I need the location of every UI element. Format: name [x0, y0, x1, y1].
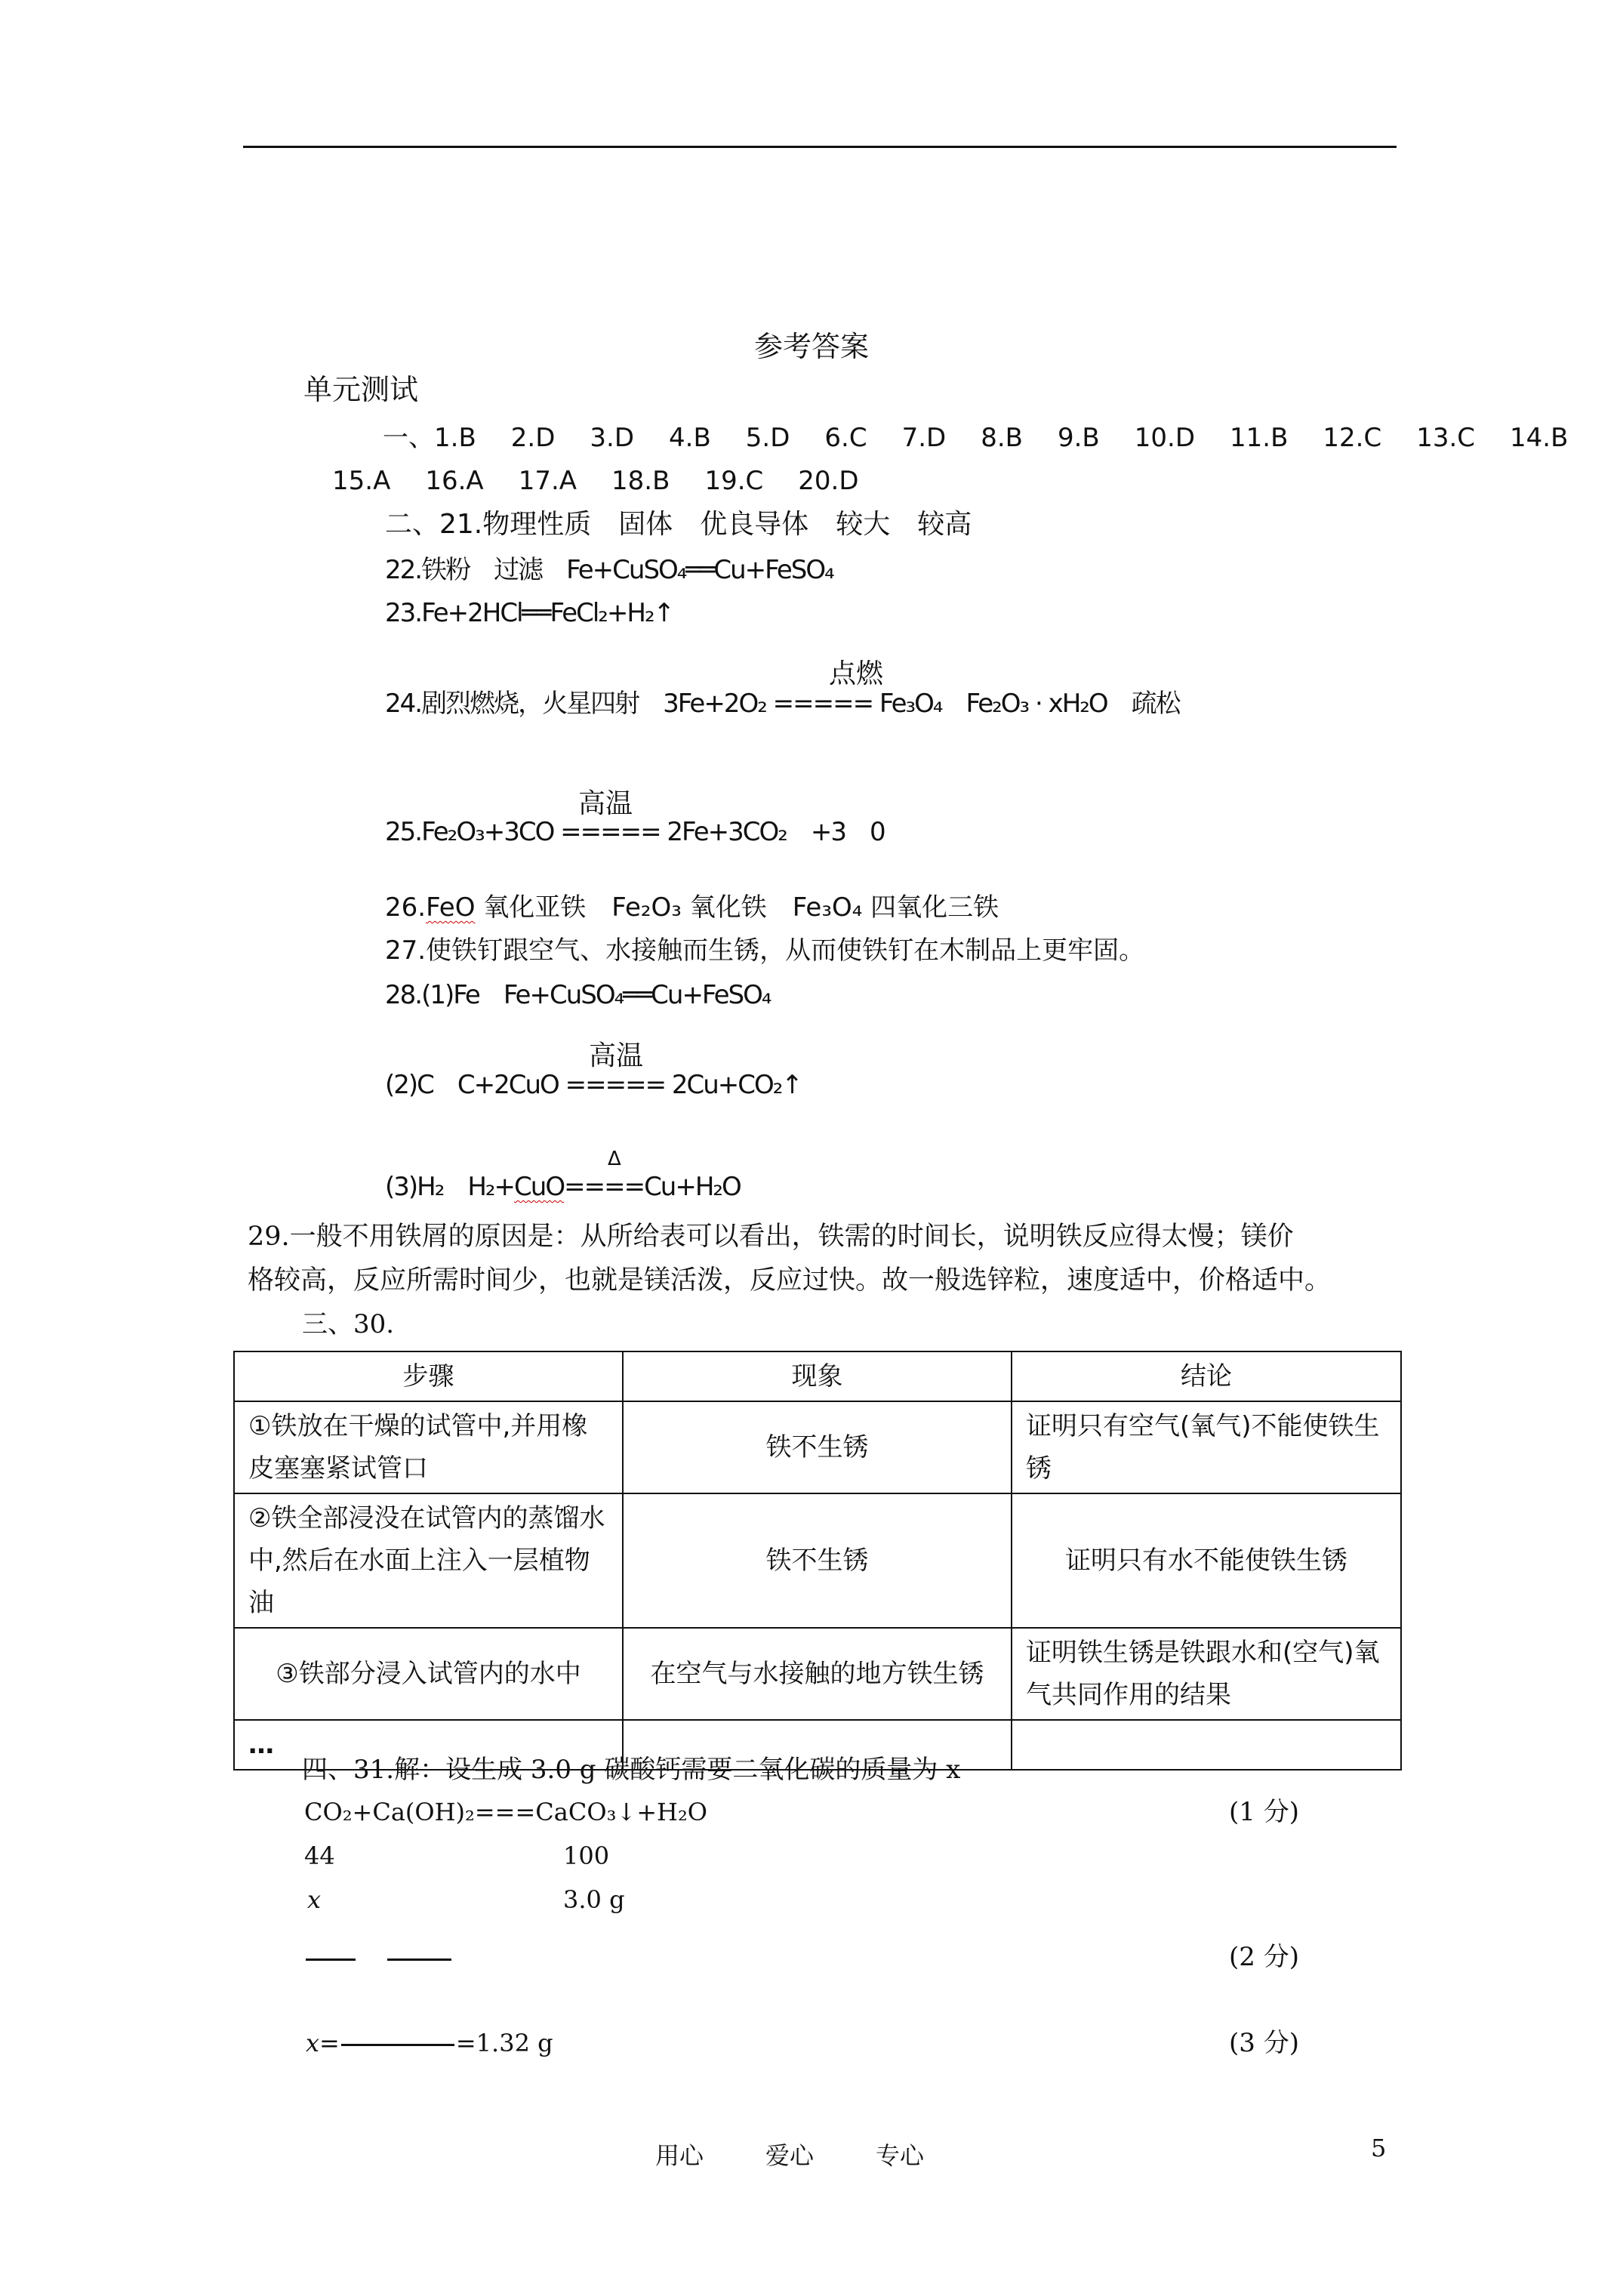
choice-answer: 1.B: [434, 423, 476, 453]
table-header-steps: 步骤: [234, 1351, 623, 1401]
choice-answer: 19.C: [704, 466, 764, 496]
table-cell-step: ①铁放在干燥的试管中,并用橡皮塞塞紧试管口: [234, 1401, 623, 1493]
part4-given-mass: 3.0 g: [563, 1885, 625, 1914]
choice-answer: 20.D: [798, 466, 859, 496]
part4-score-2: (2 分): [1229, 1942, 1299, 1972]
answer-27: 27.使铁钉跟空气、水接触而生锈，从而使铁钉在木制品上更牢固。: [385, 935, 1145, 966]
reaction-condition-25: 高温: [578, 788, 633, 819]
answer-28-1: 28.(1)Fe Fe+CuSO₄══Cu+FeSO₄: [385, 980, 771, 1010]
reaction-condition-28-3: Δ: [608, 1148, 621, 1170]
table-cell-step: …: [234, 1720, 623, 1770]
answer-23: 23.Fe+2HCl══FeCl₂+H₂↑: [385, 598, 674, 628]
table-cell-step: ③铁部分浸入试管内的水中: [234, 1628, 623, 1720]
part4-equation: CO₂+Ca(OH)₂===CaCO₃↓+H₂O: [304, 1798, 707, 1826]
table-header-phenomenon: 现象: [623, 1351, 1012, 1401]
table-cell-phenomenon: 铁不生锈: [623, 1401, 1012, 1493]
experiment-table: [233, 1351, 1402, 1771]
answer-28-3-pre: (3)H₂ H₂+: [385, 1172, 515, 1202]
part4-mass-caco3: 100: [563, 1841, 610, 1870]
header-rule: [243, 146, 1397, 148]
table-cell-conclusion: 证明只有水不能使铁生锈: [1012, 1493, 1401, 1628]
choice-answer: 16.A: [425, 466, 484, 496]
footer-word-2: 爱心: [765, 2141, 815, 2170]
answer-29-line2: 格较高，反应所需时间少，也就是镁活泼，反应过快。故一般选锌粒，速度适中，价格适中。: [248, 1265, 1332, 1296]
part4-unknown-x: x: [307, 1885, 322, 1914]
fraction-bar-result: [341, 2044, 454, 2046]
page-number: 5: [1371, 2134, 1387, 2162]
fraction-bar-left: [306, 1959, 356, 1961]
choice-answer: 9.B: [1057, 423, 1100, 453]
part4-score-3: (3 分): [1229, 2028, 1299, 2058]
answer-28-3-post: ====Cu+H₂O: [564, 1172, 741, 1202]
answer-25: 25.Fe₂O₃+3CO ===== 2Fe+3CO₂ +3 0: [385, 817, 885, 847]
answer-22: 22.铁粉 过滤 Fe+CuSO₄══Cu+FeSO₄: [385, 555, 833, 585]
part1-row1: [383, 421, 1568, 455]
answer-26-number: 26.: [385, 892, 427, 923]
fraction-bar-right: [387, 1959, 451, 1961]
choice-answer: 4.B: [669, 423, 711, 453]
answer-26-rest: 氧化亚铁 Fe₂O₃ 氧化铁 Fe₃O₄ 四氧化三铁: [483, 892, 999, 923]
part4-intro: 四、31.解：设生成 3.0 g 碳酸钙需要二氧化碳的质量为 x: [302, 1755, 961, 1785]
part4-result-prefix: x=: [306, 2029, 340, 2057]
choice-answer: 8.B: [981, 423, 1023, 453]
part1-row2: [332, 464, 859, 498]
answer-21: 二、21.物理性质 固体 优良导体 较大 较高: [385, 509, 972, 540]
choice-answer: 2.D: [510, 423, 556, 453]
table-cell-step: ②铁全部浸没在试管内的蒸馏水中,然后在水面上注入一层植物油: [234, 1493, 623, 1628]
table-header-row: [234, 1351, 1401, 1401]
part3-label: 三、30.: [302, 1309, 395, 1339]
answer-26: [385, 891, 999, 924]
choice-answer: 14.B: [1510, 423, 1569, 453]
part1-prefix: 一、: [383, 423, 434, 453]
answer-28-2: (2)C C+2CuO ===== 2Cu+CO₂↑: [385, 1070, 802, 1100]
choice-answer: 13.C: [1416, 423, 1476, 453]
part4-mass-co2: 44: [304, 1841, 335, 1870]
table-row: [234, 1493, 1401, 1628]
part4-score-1: (1 分): [1229, 1797, 1299, 1827]
choice-answer: 17.A: [518, 466, 577, 496]
part1-answers-row2: [332, 466, 859, 496]
choice-answer: 18.B: [611, 466, 670, 496]
table-row: [234, 1628, 1401, 1720]
answer-29-line1: 29.一般不用铁屑的原因是：从所给表可以看出，铁需的时间长，说明铁反应得太慢；镁价: [248, 1222, 1294, 1252]
page-title: 参考答案: [753, 330, 869, 363]
table-cell-conclusion: 证明铁生锈是铁跟水和(空气)氧气共同作用的结果: [1012, 1628, 1401, 1720]
choice-answer: 5.D: [745, 423, 790, 453]
reaction-condition-24: 点燃: [829, 658, 884, 689]
answer-24: 24.剧烈燃烧，火星四射 3Fe+2O₂ ===== Fe₃O₄ Fe₂O₃ · xH₂O 疏松: [385, 689, 1180, 719]
answer-26-feo: FeO: [426, 892, 476, 923]
table-cell-conclusion: [1012, 1720, 1401, 1770]
footer-word-3: 专心: [876, 2141, 925, 2170]
choice-answer: 10.D: [1134, 423, 1196, 453]
table-cell-phenomenon: 在空气与水接触的地方铁生锈: [623, 1628, 1012, 1720]
choice-answer: 11.B: [1230, 423, 1289, 453]
choice-answer: 12.C: [1323, 423, 1382, 453]
choice-answer: 7.D: [901, 423, 947, 453]
choice-answer: 6.C: [824, 423, 867, 453]
part1-answers-row1: [434, 423, 1568, 453]
table-row: [234, 1401, 1401, 1493]
section-label: 单元测试: [303, 373, 419, 406]
reaction-condition-28-2: 高温: [589, 1040, 644, 1071]
answer-28-3-cuo: CuO: [514, 1172, 565, 1202]
table-cell-phenomenon: 铁不生锈: [623, 1493, 1012, 1628]
table-header-conclusion: 结论: [1012, 1351, 1401, 1401]
part4-result: [306, 2026, 553, 2060]
answer-28-3: [385, 1170, 741, 1203]
footer-word-1: 用心: [655, 2141, 704, 2170]
choice-answer: 15.A: [332, 466, 391, 496]
part4-result-suffix: =1.32 g: [455, 2029, 553, 2057]
table-cell-conclusion: 证明只有空气(氧气)不能使铁生锈: [1012, 1401, 1401, 1493]
choice-answer: 3.D: [590, 423, 635, 453]
